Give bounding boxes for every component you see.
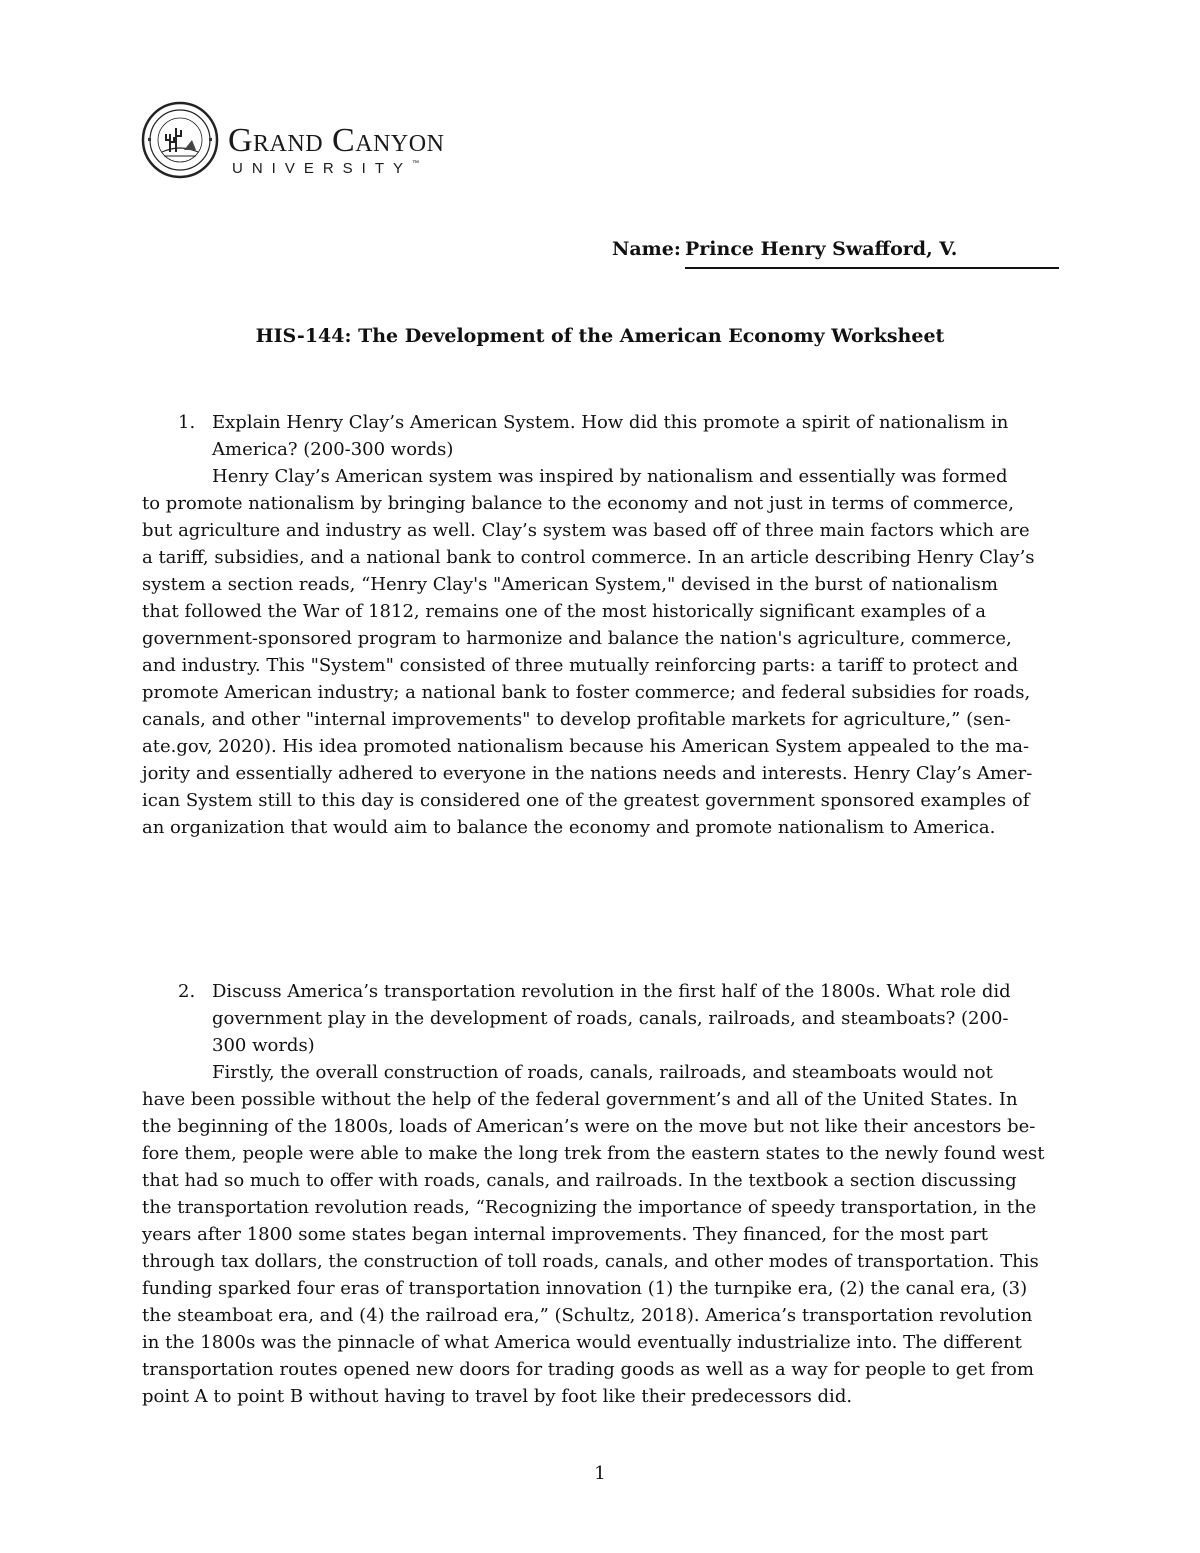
question-1-prompt-line: America? (200-300 words) bbox=[212, 439, 454, 460]
answer-line: point A to point B without having to travel by foot like their predecessors did. bbox=[142, 1386, 853, 1407]
question-2-number: 2. bbox=[178, 981, 196, 1002]
answer-line: have been possible without the help of the federal government’s and all of the United States. In bbox=[142, 1089, 1018, 1110]
question-1-prompt-line: Explain Henry Clay’s American System. How did this promote a spirit of nationalism in bbox=[212, 412, 1009, 433]
answer-line: an organization that would aim to balance the economy and promote nationalism to America. bbox=[142, 817, 996, 838]
page-number: 1 bbox=[594, 1463, 606, 1484]
answer-line: and industry. This "System" consisted of three mutually reinforcing parts: a tariff to protect and bbox=[142, 655, 1019, 676]
answer-line: the steamboat era, and (4) the railroad era,” (Schultz, 2018). America’s transportation revolution bbox=[142, 1305, 1033, 1326]
question-1-number: 1. bbox=[178, 412, 196, 433]
question-2-prompt-line: government play in the development of roads, canals, railroads, and steamboats? (200- bbox=[212, 1008, 1009, 1029]
university-logo bbox=[140, 100, 520, 180]
question-2-prompt-line: Discuss America’s transportation revolution in the first half of the 1800s. What role did bbox=[212, 981, 1011, 1002]
answer-line: Firstly, the overall construction of roads, canals, railroads, and steamboats would not bbox=[212, 1062, 993, 1083]
worksheet-title: HIS-144: The Development of the American Economy Worksheet bbox=[255, 325, 945, 347]
answer-line: canals, and other "internal improvements" to develop profitable markets for agriculture,” (sen- bbox=[142, 709, 1011, 730]
answer-line: ican System still to this day is considered one of the greatest government sponsored examples of bbox=[142, 790, 1030, 811]
student-name-row bbox=[612, 238, 958, 260]
logo-wordmark-line1: Grand Canyon bbox=[228, 122, 445, 159]
answer-line: system a section reads, “Henry Clay's "American System," devised in the burst of nationalism bbox=[142, 574, 998, 595]
answer-line: a tariff, subsidies, and a national bank to control commerce. In an article describing Henry Clay’s bbox=[142, 547, 1035, 568]
answer-line: in the 1800s was the pinnacle of what America would eventually industrialize into. The different bbox=[142, 1332, 1022, 1353]
answer-line: government-sponsored program to harmonize and balance the nation's agriculture, commerce, bbox=[142, 628, 1012, 649]
answer-line: the transportation revolution reads, “Recognizing the importance of speedy transportation, in the bbox=[142, 1197, 1037, 1218]
answer-line: the beginning of the 1800s, loads of American’s were on the move but not like their ancestors be- bbox=[142, 1116, 1036, 1137]
answer-line: but agriculture and industry as well. Clay’s system was based off of three main factors which are bbox=[142, 520, 1030, 541]
question-2-prompt-line: 300 words) bbox=[212, 1035, 315, 1056]
answer-line: that had so much to offer with roads, canals, and railroads. In the textbook a section discussing bbox=[142, 1170, 1017, 1191]
question-2-prompt bbox=[212, 978, 1011, 1059]
answer-line: fore them, people were able to make the long trek from the eastern states to the newly found west bbox=[142, 1143, 1045, 1164]
answer-line: that followed the War of 1812, remains one of the most historically significant examples of a bbox=[142, 601, 986, 622]
answer-line: promote American industry; a national bank to foster commerce; and federal subsidies for roads, bbox=[142, 682, 1031, 703]
question-1-prompt bbox=[212, 409, 1008, 463]
answer-line: years after 1800 some states began internal improvements. They financed, for the most part bbox=[142, 1224, 989, 1245]
answer-line: funding sparked four eras of transportation innovation (1) the turnpike era, (2) the canal era, (3) bbox=[142, 1278, 1028, 1299]
answer-line: to promote nationalism by bringing balance to the economy and not just in terms of commerce, bbox=[142, 493, 1014, 514]
logo-wordmark-line2: UNIVERSITY™ bbox=[232, 160, 420, 177]
name-value: Prince Henry Swafford, V. bbox=[685, 238, 958, 260]
name-underline bbox=[685, 267, 1059, 269]
answer-line: jority and essentially adhered to everyone in the nations needs and interests. Henry Clay’s Amer- bbox=[142, 763, 1033, 784]
university-seal-icon bbox=[140, 100, 220, 180]
name-label: Name: bbox=[612, 238, 681, 260]
answer-line: ate.gov, 2020). His idea promoted nationalism because his American System appealed to the ma- bbox=[142, 736, 1030, 757]
answer-line: Henry Clay’s American system was inspired by nationalism and essentially was formed bbox=[212, 466, 1008, 487]
answer-line: through tax dollars, the construction of toll roads, canals, and other modes of transportation. This bbox=[142, 1251, 1039, 1272]
question-2-answer bbox=[142, 1059, 1062, 1410]
question-1-answer bbox=[142, 463, 1062, 841]
answer-line: transportation routes opened new doors for trading goods as well as a way for people to get from bbox=[142, 1359, 1034, 1380]
